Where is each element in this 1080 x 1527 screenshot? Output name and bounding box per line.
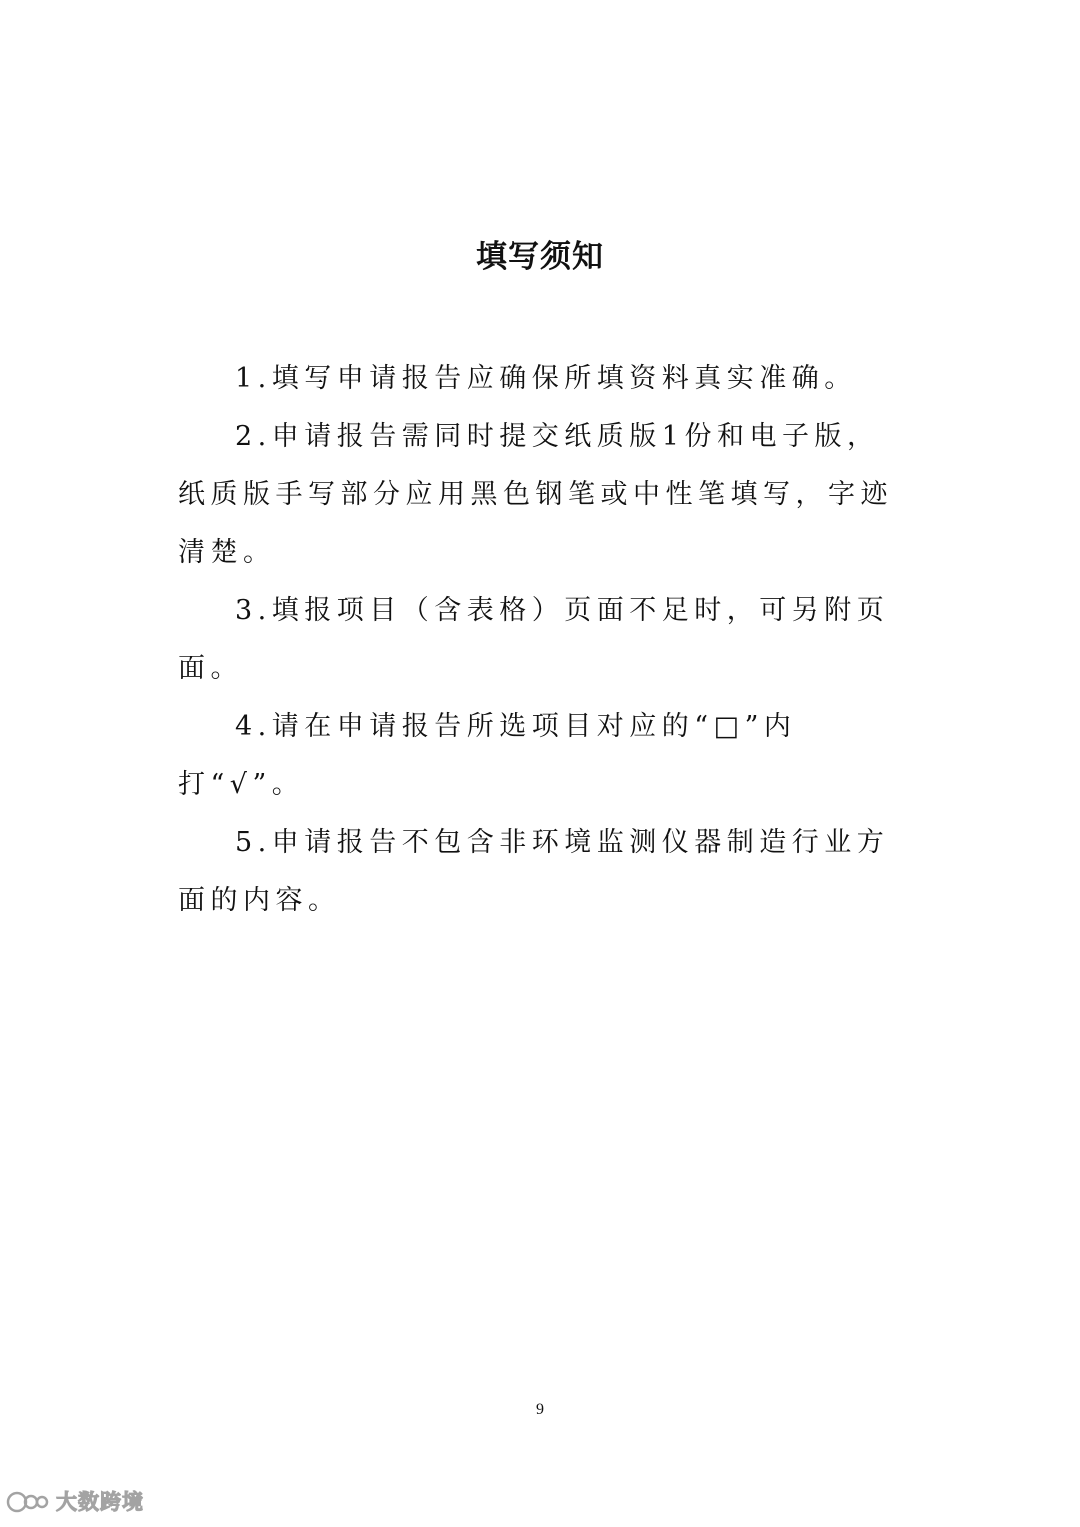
brand-logo-icon bbox=[6, 1489, 50, 1515]
watermark-text: 大数跨境 bbox=[56, 1490, 144, 1514]
instruction-item-1: 1.填写申请报告应确保所填资料真实准确。 bbox=[235, 363, 857, 394]
instruction-item-5: 5.申请报告不包含非环境监测仪器制造行业方面的内容。 bbox=[178, 827, 890, 916]
page-number: 9 bbox=[536, 1401, 544, 1418]
instructions-list bbox=[178, 350, 908, 930]
instruction-item-4: 4.请在申请报告所选项目对应的“□”内打“√”。 bbox=[178, 711, 797, 800]
watermark bbox=[6, 1488, 144, 1516]
page-title: 填写须知 bbox=[476, 239, 604, 275]
instruction-item-3: 3.填报项目（含表格）页面不足时，可另附页面。 bbox=[178, 595, 890, 684]
instruction-item-2: 2.申请报告需同时提交纸质版1份和电子版，纸质版手写部分应用黑色钢笔或中性笔填写，字迹清楚。 bbox=[178, 421, 893, 568]
